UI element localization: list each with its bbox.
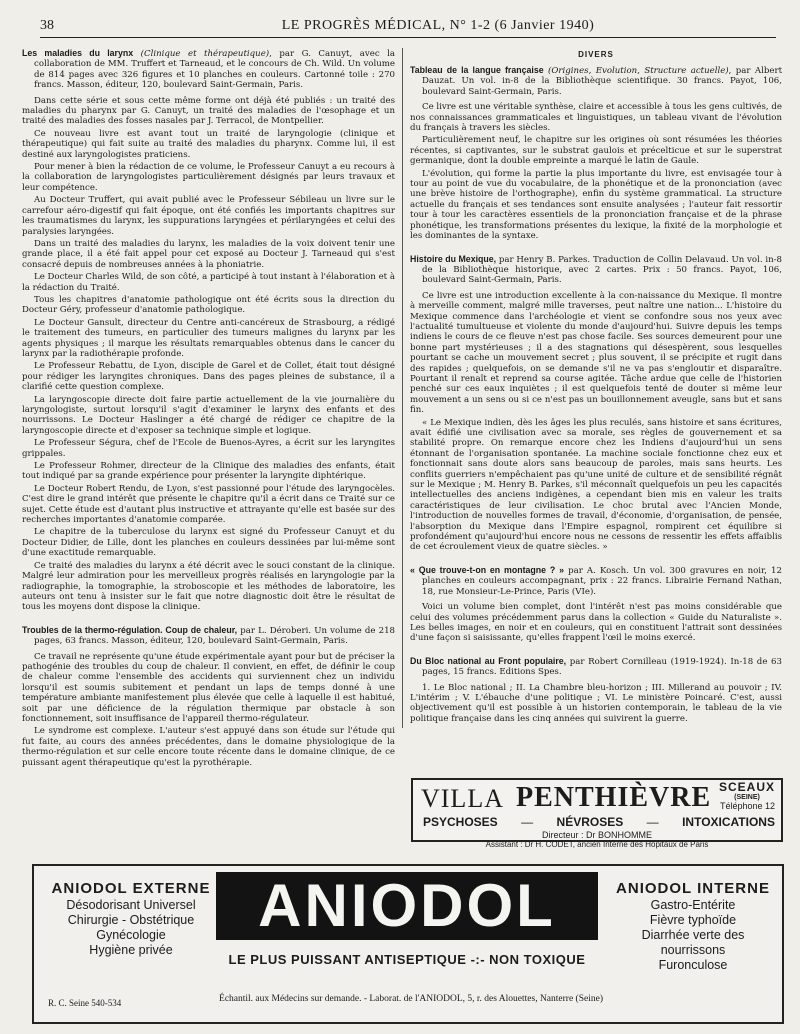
specialty: PSYCHOSES	[423, 815, 498, 829]
aniodol-externe	[46, 880, 216, 958]
section-title: DIVERS	[578, 50, 614, 59]
villa-name: PENTHIÈVRE	[515, 782, 712, 813]
column-divider	[402, 48, 403, 728]
book-title: Du Bloc national au Front populaire,	[410, 655, 567, 666]
review-paragraph: Le Professeur Rohmer, directeur de la Clinique des maladies des enfants, était tout indiqué par sa grande expérience pour présenter la laryngite diphtérique.	[22, 461, 395, 482]
ad-slogan: LE PLUS PUISSANT ANTISEPTIQUE -:- NON TOXIQUE	[228, 952, 586, 967]
review-paragraph: Ce travail ne représente qu'une étude expérimentale ayant pour but de préciser la pathogénie des troubles du coup de chaleur. Il convient, en effet, de définir le coup de chaleur comme l'ensemble des accidents qui surviennent chez un individu lorsqu'il est soumis subitement et pendant un laps de temps donné à une température ambiante manifestement plus élevée que celle à laquelle il est habitué, soit par une déficience de la régulation thermique par obstacle à son fonctionnement, soit insuffisance de l'appareil thermo-régulateur.	[22, 651, 395, 724]
right-column	[410, 48, 782, 850]
review-paragraph: Ce traité des maladies du larynx a été décrit avec le souci constant de la clinique. Malgré leur admiration pour les merveilleux progrès réalisés en laryngologie par la radiographie, la tomographie, la stroboscopie et les méthodes de laboratoire, les auteurs ont tenu à insister sur le fait que notre diagnostic doit être le résultat de tous les moyens dont dispose la clinique.	[22, 560, 395, 613]
ad-indications	[608, 898, 778, 973]
book-reference	[410, 65, 782, 97]
review-paragraph: Ce livre est une introduction excellente à la con-naissance du Mexique. Il montre à merveille comment, malgré mille traverses, peut naître une nation... L'histoire du Mexique commence dans l'archéologie et vient se confondre sous nos yeux avec l'actualité tumultueuse et violente du monde d'aujourd'hui. Suivre depuis les temps indiens le cours de ce fleuve n'est pas chose facile. Ses sources demeurent pour une bonne part mystérieuses ; il a des stagnations qui désespèrent, sous lesquelles pourtant se cache un mouvement secret ; plus souvent, il se précipite et rugit dans des rapides ; quelquefois, on se demande s'il ne va pas s'engloutir et disparaître. Pourtant il renaît et reprend sa course agitée. Tâche ardue que celle de l'historien penché sur ces eaux inquiètes ; il est quelquefois tenté de douter si même leur mouvement a un sens ou si ce n'est pas un bouillonnement aveugle, sans but et sans fin.	[410, 290, 782, 416]
indication-item: Fièvre typhoïde	[649, 913, 737, 927]
book-details: par A. Kosch. Un vol. 300 gravures en noir, 12 planches en couleurs accompagnant, prix : 22 francs. Librairie Fernand Nathan, 18, rue Monsieur-Le-Prince, Paris (VIe).	[422, 565, 782, 597]
villa-label: VILLA	[421, 784, 504, 813]
ad-registration: R. C. Seine 540-534	[48, 998, 122, 1008]
aniodol-interne	[608, 880, 778, 973]
book-reference	[410, 254, 782, 286]
book-subtitle: (Clinique et thérapeutique)	[140, 49, 270, 59]
indication-item: Furonculose	[658, 958, 728, 972]
review-paragraphs	[22, 96, 395, 613]
aniodol-ad	[32, 864, 784, 1024]
specialty: INTOXICATIONS	[682, 815, 775, 829]
villa-dept: (SEINE)	[734, 794, 760, 801]
ad-column-title: ANIODOL INTERNE	[616, 880, 770, 897]
book-title: Tableau de la langue française	[410, 65, 544, 75]
review-paragraph: Pour mener à bien la rédaction de ce volume, le Professeur Canuyt a eu recours à la collaboration de laryngologistes particulièrement désignés par leurs travaux et leur compétence.	[22, 162, 395, 193]
book-title: Troubles de la thermo-régulation. Coup de chaleur,	[22, 624, 238, 635]
villa-city: SCEAUX	[718, 780, 775, 794]
review-paragraph: Le Docteur Robert Rendu, de Lyon, s'est passionné pour l'étude des laryngocèles. C'est dire le grand intérêt que présente le chapitre qu'il a écrit dans ce Traité sur ce sujet. Cette étude est d'autant plus instructive et attrayante qu'elle est basée sur des recherches importantes d'anatomie comparée.	[22, 483, 395, 526]
ad-sample-note: Échantil. aux Médecins sur demande. - Laborat. de l'ANIODOL, 5, r. des Alouettes, Nanterre (Seine)	[219, 994, 603, 1004]
brand-logo	[216, 872, 598, 940]
review-paragraph: Tous les chapitres d'anatomie pathologique ont été écrits sous la direction du Docteur Géry, professeur d'anatomie pathologique.	[22, 294, 395, 316]
review-paragraph: Le Docteur Gansult, directeur du Centre anti-cancéreux de Strasbourg, a rédigé le traitement des tumeurs, en particulier des tumeurs malignes du larynx par les agents physiques ; il marque les résultats remarquables obtenus dans le cancer du larynx par la radiothérapie profonde.	[22, 317, 395, 359]
brand-name: ANIODOL	[258, 872, 556, 939]
book-reference	[22, 48, 395, 91]
book-reference	[410, 565, 782, 597]
page-number: 38	[40, 17, 54, 33]
book-details: par L. Déroberi. Un volume de 218 pages, 63 francs. Masson, éditeur, 120, boulevard Saint-Germain, Paris.	[34, 625, 395, 647]
book-details: , par G. Canuyt, avec la collaboration de MM. Truffert et Tarneaud, et le concours de Ch. Wild. Un volume de 814 pages avec 326 figures et 10 planches en couleurs. Cartonné toile : 270 francs. Masson, éditeur, 120, boulevard Saint-Germain, Paris.	[34, 49, 395, 91]
review-paragraph: Le Professeur Ségura, chef de l'Ecole de Buenos-Ayres, a écrit sur les laryngites grippales.	[22, 438, 395, 459]
indication-item: Diarrhée verte des nourrissons	[641, 928, 745, 957]
specialty: NÉVROSES	[556, 815, 624, 829]
book-subtitle: (Origines, Evolution, Structure actuelle)	[548, 66, 729, 76]
page-header	[40, 14, 776, 38]
separator: —	[521, 815, 534, 829]
separator: —	[646, 815, 659, 829]
indication-item: Gynécologie	[96, 928, 166, 942]
book-title: Les maladies du larynx	[22, 48, 134, 58]
book-reference	[22, 625, 395, 647]
review-paragraph: Le Professeur Rebattu, de Lyon, disciple de Garel et de Collet, était tout désigné pour rédiger les laryngites chroniques. Dans des pages pleines de substance, il a clarifié cette question complexe.	[22, 361, 395, 393]
book-title: « Que trouve-t-on en montagne ? »	[410, 564, 564, 575]
villa-director: Directeur : Dr BONHOMME	[541, 830, 652, 840]
villa-phone: Téléphone 12	[719, 801, 775, 811]
review-paragraph: Voici un volume bien complet, dont l'intérêt n'est pas moins considérable que celui des volumes précédemment parus dans la collection « Guide du Naturaliste ». Les belles images, en noir et en couleurs, qui en constituent l'attrait sont dessinées d'une façon si saisissante, qu'elles frappent l'œil le moins exercé.	[410, 602, 782, 644]
review-paragraph: Ce nouveau livre est avant tout un traité de laryngologie (clinique et thérapeutique) qui fait suite au traité des maladies du pharynx. Comme lui, il est destiné aux laryngologistes praticiens.	[22, 128, 395, 160]
review-paragraph: Dans cette série et sous cette même forme ont déjà été publiés : un traité des maladies du pharynx par G. Canuyt, un traité des maladies de l'œsophage et un traité des maladies des fosses nasales par J. Terracol, de Montpellier.	[22, 95, 395, 127]
review-paragraphs	[410, 602, 782, 644]
review-paragraph: « Le Mexique indien, dès les âges les plus reculés, sans histoire et sans écritures, avait édifié une civilisation avec sa morale, ses règles de gouvernement et sa stabilité propre. On remarque encore chez les Indiens d'aujourd'hui un sens étonnant de l'organisation spontanée. La machine sociale fonctionne chez eux et fonctionnait sans doute alors sans beaucoup de paroles, mais sans heurts. Les conflits guerriers n'empêchaient pas qu'une unité de culture et de sensibilité régnât sur le Mexique ; M. Henry B. Parkes, s'il méconnaît quelquefois un peu les capacités intellectuelles des anciens indigènes, a cependant bien mis en valeur les traits caractéristiques de leur civilisation. Le choc brutal avec l'Ancien Monde, l'introduction de nouvelles formes de travail, d'économie, d'organisation, de pensée, l'absorption du Mexique dans l'Empire espagnol, rompirent cet équilibre si profondément qu'aujourd'hui encore nous ne cessons de ressentir les effets affaiblis de cet écroulement vieux de quatre siècles. »	[410, 417, 782, 553]
review-paragraph: Le chapitre de la tuberculose du larynx est signé du Professeur Canuyt et du Docteur Didier, de Lille, dont les planches en couleurs dessinées par lui-même sont d'une exactitude remarquable.	[22, 527, 395, 559]
review-paragraph: Dans un traité des maladies du larynx, les maladies de la voix doivent tenir une grande place, il a été fait appel pour cet exposé au Docteur J. Tarneaud qui s'est consacré depuis de nombreuses années à la phoniatrie.	[22, 238, 395, 270]
villa-location	[719, 780, 775, 811]
review-paragraph: Particulièrement neuf, le chapitre sur les origines où sont résumées les théories récentes, si captivantes, sur le substrat gaulois et précelticue et sur le superstrat germanique, dont la double empreinte a marqué le latin de Gaule.	[410, 135, 782, 167]
indication-item: Gastro-Entérite	[650, 898, 736, 912]
ad-column-title: ANIODOL EXTERNE	[51, 880, 211, 897]
villa-specialties	[423, 815, 775, 829]
review-paragraph: Au Docteur Truffert, qui avait publié avec le Professeur Sébileau un livre sur le carrefour aéro-digestif qui fait époque, ont été confiés les importants chapitres sur les traumatismes du larynx, les suppurations laryngées et périlaryngées et celui des paralysies laryngées.	[22, 195, 395, 237]
review-paragraphs	[410, 102, 782, 241]
book-reference	[410, 656, 782, 678]
book-details: par Henry B. Parkes. Traduction de Collin Delavaud. Un vol. in-8 de la Bibliothèque historique, avec 2 cartes. Prix : 50 francs. Payot, 106, boulevard Saint-Germain, Paris.	[422, 254, 782, 286]
indication-item: Désodorisant Universel	[66, 898, 196, 912]
indication-item: Hygiène privée	[89, 943, 173, 957]
review-paragraph: Le syndrome est complexe. L'auteur s'est appuyé dans son étude sur l'étude qui fut faite, au cours des années précédentes, dans le domaine physiologique de la thermo-régulation et sur celle encore toute récente dans le domaine clinique, de ce puissant agent thérapeutique qu'est la pyrothérapie.	[22, 726, 395, 768]
indication-item: Chirurgie - Obstétrique	[67, 913, 195, 927]
book-title: Histoire du Mexique,	[410, 253, 497, 264]
villa-penthievre-ad	[411, 778, 783, 849]
review-paragraphs	[410, 291, 782, 553]
left-column	[22, 48, 395, 850]
review-paragraph: L'évolution, qui forme la partie la plus importante du livre, est envisagée tour à tour au point de vue du vocabulaire, de la phonétique et de la prononciation (avec une brève histoire de l'orthographe), enfin du système grammatical. La structure actuelle du français et ses tendances sont ensuite analysées ; l'auteur fait ressortir tour à tour les caractères essentiels de la prononciation française et de la phrase phonétique, les transformations présentes du lexique, la fixité de la morphologie et les dominantes de la syntaxe.	[410, 168, 782, 242]
book-details: , par Albert Dauzat. Un vol. in-8 de la Bibliothèque scientifique. 30 francs. Payot, 106, boulevard Saint-Germain, Paris.	[422, 66, 782, 97]
chapter-list: 1. Le Bloc national ; II. La Chambre bleu-horizon ; III. Millerand au pouvoir ; IV. L'intérim ; V. L'ébauche d'une politique ; VI. Le ministère Poincaré. C'est, aussi objectivement qu'il est possible à un historien contemporain, le tableau de la vie politique française dans les cinq années qui suivirent la guerre.	[410, 682, 782, 724]
review-paragraph: La laryngoscopie directe doit faire partie actuellement de la vie journalière du laryngologiste, surtout lorsqu'il s'agit d'examiner le larynx des enfants et des nourrissons. Le Docteur Haslinger a été chargé de rédiger ce chapitre de la laryngoscopie directe et d'exposer sa technique simple et logique.	[22, 394, 395, 436]
journal-title: LE PROGRÈS MÉDICAL, N° 1-2 (6 Janvier 1940)	[281, 17, 595, 33]
review-paragraph: Ce livre est une véritable synthèse, claire et accessible à tous les gens cultivés, de nos connaissances grammaticales et linguistiques, un tableau vivant de l'évolution du français à travers les siècles.	[410, 102, 782, 134]
ad-indications	[46, 898, 216, 958]
review-paragraph: Le Docteur Charles Wild, de son côté, a participé à tout instant à l'élaboration et à la rédaction du Traité.	[22, 272, 395, 293]
villa-assistant: Assistant : Dr H. CODET, ancien Interne des Hôpitaux de Paris	[485, 840, 709, 849]
review-paragraphs	[22, 652, 395, 768]
book-details: par Robert Cornilleau (1919-1924). In-18 de 63 pages, 15 francs. Editions Spes.	[422, 656, 782, 678]
